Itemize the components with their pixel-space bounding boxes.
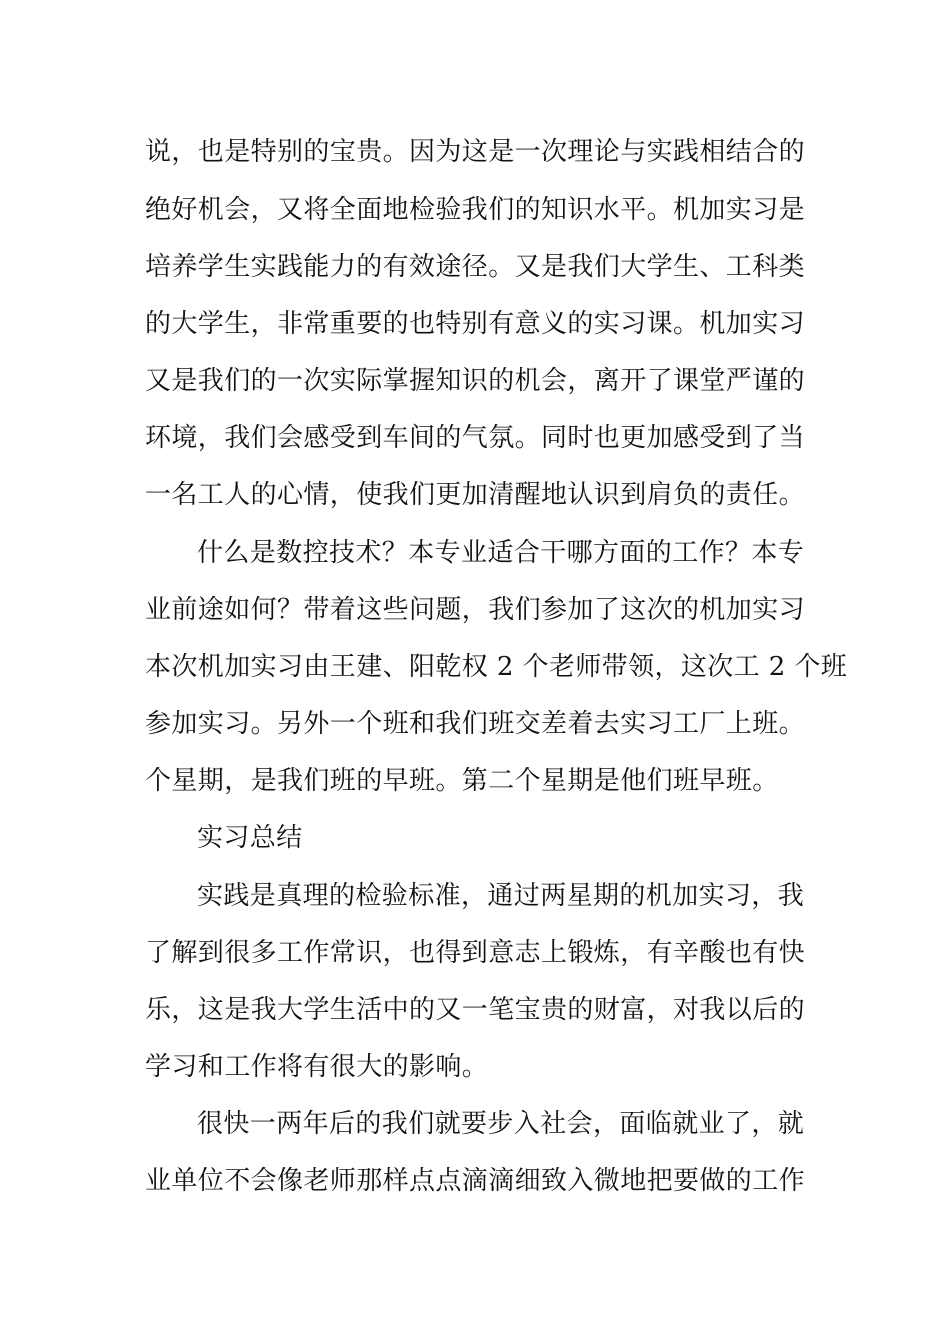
text-line: 个星期，是我们班的早班。第二个星期是他们班早班。	[145, 766, 779, 796]
paragraph-first-line: 什么是数控技术？本专业适合干哪方面的工作？本专	[197, 538, 805, 568]
paragraph-first-line: 实践是真理的检验标准，通过两星期的机加实习，我	[197, 881, 805, 911]
text-line: 业前途如何？带着这些问题，我们参加了这次的机加实习	[145, 595, 806, 625]
paragraph-first-line: 很快一两年后的我们就要步入社会，面临就业了，就	[197, 1109, 805, 1139]
text-line: 业单位不会像老师那样点点滴滴细致入微地把要做的工作	[145, 1166, 806, 1196]
text-line: 学习和工作将有很大的影响。	[145, 1052, 489, 1082]
text-line: 环境，我们会感受到车间的气氛。同时也更加感受到了当	[145, 423, 806, 453]
text-line: 绝好机会，又将全面地检验我们的知识水平。机加实习是	[145, 195, 806, 225]
text-line: 一名工人的心情，使我们更加清醒地认识到肩负的责任。	[145, 480, 806, 510]
text-line: 说，也是特别的宝贵。因为这是一次理论与实践相结合的	[145, 137, 806, 167]
text-line: 参加实习。另外一个班和我们班交差着去实习工厂上班。	[145, 709, 806, 739]
section-heading: 实习总结	[197, 823, 303, 853]
text-line: 的大学生，非常重要的也特别有意义的实习课。机加实习	[145, 309, 806, 339]
text-line: 又是我们的一次实际掌握知识的机会，离开了课堂严谨的	[145, 366, 806, 396]
text-line: 了解到很多工作常识，也得到意志上锻炼，有辛酸也有快	[145, 938, 806, 968]
text-line: 本次机加实习由王建、阳乾权 2 个老师带领，这次工 2 个班	[145, 652, 848, 682]
text-line: 乐，这是我大学生活中的又一笔宝贵的财富，对我以后的	[145, 995, 806, 1025]
text-line: 培养学生实践能力的有效途径。又是我们大学生、工科类	[145, 252, 806, 282]
